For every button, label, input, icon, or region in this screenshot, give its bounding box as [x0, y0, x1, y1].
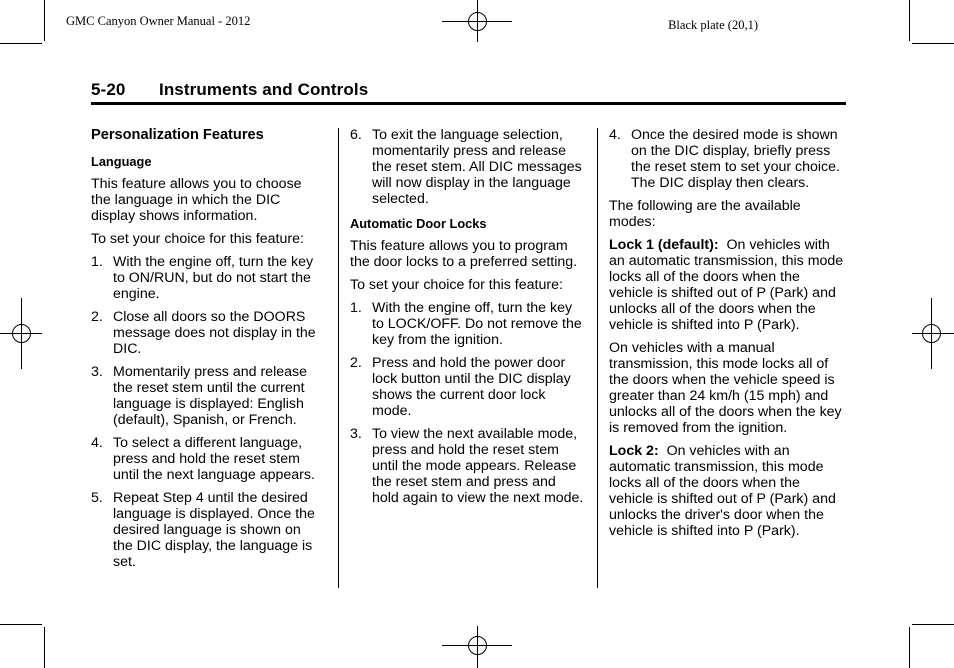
step-number: 5.: [91, 490, 103, 506]
list-item: [91, 435, 323, 483]
step-text: Once the desired mode is shown on the DIC display, briefly press the reset stem to set your choice. The DIC display then clears.: [631, 127, 840, 191]
column-divider: [338, 128, 339, 588]
step-text: Press and hold the power door lock button until the DIC display shows the current door lock mode.: [372, 355, 571, 419]
section-title: Instruments and Controls: [159, 80, 369, 99]
step-number: 4.: [91, 435, 103, 451]
paragraph: This feature allows you to program the door locks to a preferred setting.: [350, 238, 578, 270]
step-text: Momentarily press and release the reset stem until the current language is displayed: English (default), Spanish, or French.: [113, 364, 307, 428]
list-item: [350, 127, 586, 207]
column-3: [609, 127, 847, 546]
step-number: 2.: [350, 355, 362, 371]
step-number: 1.: [350, 300, 362, 316]
registration-mark-bottom: [442, 626, 512, 668]
step-number: 4.: [609, 127, 621, 143]
list-item: [350, 355, 586, 419]
step-text: Close all doors so the DOORS message does not display in the DIC.: [113, 309, 316, 357]
lock1-paragraph: [609, 237, 847, 333]
lock2-text: On vehicles with an automatic transmission, this mode locks all of the doors when the vehicle is shifted out of P (Park) and unlocks the driver's door when the vehicle is shifted into P (Park).: [609, 443, 836, 539]
step-text: To exit the language selection, momentarily press and release the reset stem. All DIC messages will now display in the language selected.: [372, 127, 582, 207]
paragraph: The following are the available modes:: [609, 198, 801, 230]
list-item: [91, 490, 323, 570]
column-2: [350, 127, 586, 513]
column-1: [91, 127, 323, 577]
lock1-label: Lock 1 (default):: [609, 237, 719, 253]
list-item: [91, 364, 323, 428]
paragraph: This feature allows you to choose the language in which the DIC display shows information.: [91, 176, 302, 224]
personalization-heading: Personalization Features: [91, 127, 264, 143]
step-number: 6.: [350, 127, 362, 143]
registration-mark-right: [912, 298, 954, 369]
registration-mark-left: [0, 298, 42, 369]
header-rule: [91, 102, 846, 105]
paragraph: On vehicles with a manual transmission, this mode locks all of the doors when the vehicle speed is greater than 24 km/h (15 mph) and unlocks all of the doors when the key is removed from the ignition.: [609, 340, 842, 436]
paragraph: To set your choice for this feature:: [350, 277, 563, 293]
step-number: 3.: [91, 364, 103, 380]
list-item: [350, 426, 586, 506]
lock2-paragraph: [609, 443, 847, 539]
header-plate-label: Black plate (20,1): [668, 18, 758, 32]
list-item: [91, 309, 323, 357]
section-heading: [91, 80, 368, 100]
header-document-title: GMC Canyon Owner Manual - 2012: [66, 14, 251, 28]
lock1-text: On vehicles with an automatic transmission, this mode locks all of the doors when the vehicle is shifted out of P (Park) and unlocks all of the doors when the vehicle is shifted into P (Park).: [609, 237, 844, 333]
step-number: 2.: [91, 309, 103, 325]
language-steps-list: [91, 254, 323, 570]
registration-mark-top: [442, 0, 512, 42]
list-item: [91, 254, 323, 302]
list-item: [350, 300, 586, 348]
step-text: With the engine off, turn the key to ON/RUN, but do not start the engine.: [113, 254, 314, 302]
step-text: With the engine off, turn the key to LOCK/OFF. Do not remove the key from the ignition.: [372, 300, 582, 348]
paragraph: To set your choice for this feature:: [91, 231, 304, 247]
step-text: To select a different language, press and hold the reset stem until the next language appears.: [113, 435, 315, 483]
step-text: Repeat Step 4 until the desired language is displayed. Once the desired language is shown on the DIC display, the language is set.: [113, 490, 315, 570]
lock2-label: Lock 2:: [609, 443, 659, 459]
step-text: To view the next available mode, press and hold the reset stem until the mode appears. Release the reset stem and press and hold again to view the next mode.: [372, 426, 584, 506]
door-lock-steps-continued: [609, 127, 847, 191]
list-item: [609, 127, 847, 191]
language-steps-continued: [350, 127, 586, 207]
auto-door-locks-subheading: Automatic Door Locks: [350, 216, 487, 231]
column-divider: [597, 128, 598, 588]
page-number: 5-20: [91, 80, 126, 99]
language-subheading: Language: [91, 154, 152, 169]
step-number: 3.: [350, 426, 362, 442]
step-number: 1.: [91, 254, 103, 270]
door-lock-steps-list: [350, 300, 586, 506]
